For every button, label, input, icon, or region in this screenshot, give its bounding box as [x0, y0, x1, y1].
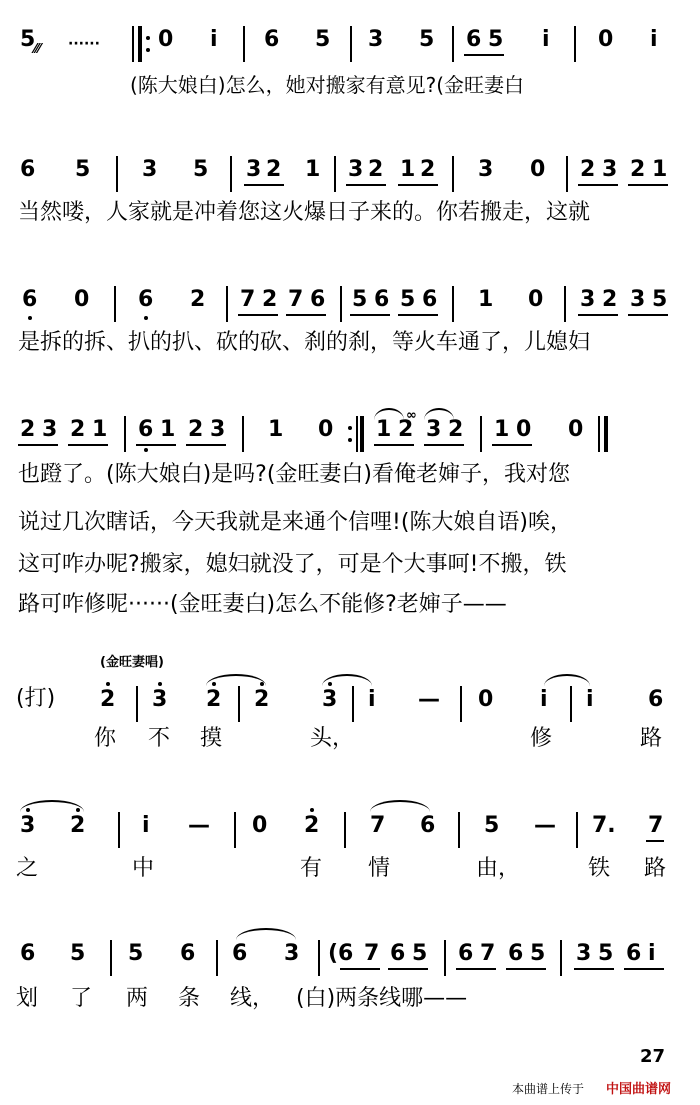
lyric-char: 路 — [640, 726, 663, 751]
lyric-char: 情 — [368, 856, 391, 881]
note: — — [534, 813, 556, 838]
note: 0 — [528, 287, 544, 312]
note: 1 — [494, 417, 510, 442]
lyric-char: 之 — [16, 856, 39, 881]
note: 0 — [252, 813, 268, 838]
lyric-char: 两 — [126, 986, 149, 1011]
barline — [444, 940, 446, 976]
note: 5 — [352, 287, 368, 312]
lyric-char: 有 — [300, 856, 323, 881]
note: 7 — [370, 813, 386, 838]
note: 3 — [580, 287, 596, 312]
underline — [286, 314, 326, 316]
barline — [118, 812, 120, 848]
note: 3 — [20, 813, 36, 838]
note: 3 — [142, 157, 158, 182]
note: 2 — [398, 417, 414, 442]
barline — [604, 416, 608, 452]
note: 2 — [206, 687, 222, 712]
underline — [68, 444, 108, 446]
barline — [230, 156, 232, 192]
note: 2 — [266, 157, 282, 182]
underline — [492, 444, 532, 446]
note: 3 — [368, 27, 384, 52]
note: 7 — [240, 287, 256, 312]
note: 3 — [152, 687, 168, 712]
note: 6 — [374, 287, 390, 312]
slur — [544, 674, 590, 686]
note: 5 — [530, 941, 546, 966]
note: 1 — [652, 157, 668, 182]
note: 6 — [466, 27, 482, 52]
note: 5 — [484, 813, 500, 838]
underline — [244, 184, 284, 186]
note: 7 — [364, 941, 380, 966]
note: 1 — [268, 417, 284, 442]
high-dot — [310, 808, 314, 812]
lyric-char: 铁 — [588, 856, 611, 881]
lyric-char: 了 — [70, 986, 93, 1011]
note: 5 — [419, 27, 435, 52]
barline — [110, 940, 112, 976]
note: 1 — [92, 417, 108, 442]
note: 2 — [448, 417, 464, 442]
lyric-char: 条 — [178, 986, 201, 1011]
prose-line: 这可咋办呢?搬家，媳妇就没了，可是个大事呵!不搬，铁 — [18, 552, 567, 577]
staff-line-4 — [0, 408, 700, 446]
barline — [452, 26, 454, 62]
note: 0 — [530, 157, 546, 182]
note: 3 — [322, 687, 338, 712]
barline — [138, 26, 142, 62]
note: 6 — [310, 287, 326, 312]
staff-line-6 — [0, 812, 700, 842]
note: 6 — [420, 813, 436, 838]
barline — [226, 286, 228, 322]
page-number: 27 — [640, 1046, 666, 1067]
lyric-char: 你 — [94, 726, 117, 751]
note: i — [540, 687, 548, 712]
note: 5 — [598, 941, 614, 966]
repeat-dot — [348, 438, 352, 442]
prose-line: 说过几次瞎话，今天我就是来通个信哩!(陈大娘自语)唉， — [18, 510, 572, 535]
note: 3 — [348, 157, 364, 182]
note: 1 — [478, 287, 494, 312]
barline — [318, 940, 320, 976]
note: 2 — [580, 157, 596, 182]
note: 1 — [400, 157, 416, 182]
note: 2 — [70, 813, 86, 838]
note: 0 — [158, 27, 174, 52]
staff-line-3 — [0, 286, 700, 316]
barline — [566, 156, 568, 192]
note: i — [210, 27, 218, 52]
note: 0 — [74, 287, 90, 312]
high-dot — [76, 808, 80, 812]
lyric-line-1: (陈大娘白)怎么，她对搬家有意见?(金旺妻白 — [130, 73, 525, 97]
underline — [578, 314, 618, 316]
barline — [216, 940, 218, 976]
barline — [344, 812, 346, 848]
fermata-mark: ∞ — [406, 408, 417, 423]
lyric-char: 中 — [132, 856, 155, 881]
underline — [456, 968, 496, 970]
prose-line: 路可咋修呢······(金旺妻白)怎么不能修?老婶子—— — [18, 592, 507, 617]
note: 6 — [508, 941, 524, 966]
note: 7 — [480, 941, 496, 966]
underline — [506, 968, 546, 970]
note: 3 — [426, 417, 442, 442]
note: 6 — [458, 941, 474, 966]
note: 2 — [254, 687, 270, 712]
note: 6 — [20, 941, 36, 966]
barline — [570, 686, 572, 722]
barline — [352, 686, 354, 722]
lyric-char: 头， — [310, 726, 355, 751]
note: 2 — [20, 417, 36, 442]
staff-line-2 — [0, 156, 700, 186]
barline — [114, 286, 116, 322]
note: 7 — [288, 287, 304, 312]
underline — [398, 314, 438, 316]
underline — [388, 968, 428, 970]
barline — [124, 416, 126, 452]
barline — [136, 686, 138, 722]
repeat-dot — [348, 426, 352, 430]
barline — [458, 812, 460, 848]
note: 3 — [630, 287, 646, 312]
note: (6 — [328, 941, 354, 966]
lyric-char: 划 — [16, 986, 39, 1011]
note: i — [648, 941, 656, 966]
tremolo-mark: ⁄⁄⁄ — [34, 42, 41, 57]
barline — [452, 156, 454, 192]
lead-label: (打) — [16, 686, 56, 711]
underline — [578, 184, 618, 186]
note: 7 — [648, 813, 664, 838]
note: 2 — [368, 157, 384, 182]
note: 0 — [516, 417, 532, 442]
repeat-dot — [146, 36, 150, 40]
note: 3 — [478, 157, 494, 182]
note: i — [586, 687, 594, 712]
note: 7. — [592, 813, 616, 838]
note: — — [418, 687, 440, 712]
note: 3 — [246, 157, 262, 182]
lyric-line-4: 也蹬了。(陈大娘白)是吗?(金旺妻白)看俺老婶子，我对您 — [18, 462, 571, 487]
barline — [340, 286, 342, 322]
note: 5 — [652, 287, 668, 312]
staff-line-5 — [0, 686, 700, 716]
lyric-char: 摸 — [200, 726, 223, 751]
low-dot — [144, 316, 148, 320]
underline — [398, 184, 438, 186]
note: 5 — [488, 27, 504, 52]
note: 6 — [422, 287, 438, 312]
note: ······ — [68, 36, 100, 52]
barline — [132, 26, 134, 62]
low-dot — [144, 448, 148, 452]
note: 2 — [262, 287, 278, 312]
staff-line-1 — [0, 26, 700, 56]
note: 5 — [412, 941, 428, 966]
low-dot — [28, 316, 32, 320]
barline — [564, 286, 566, 322]
high-dot — [260, 682, 264, 686]
high-dot — [158, 682, 162, 686]
underline — [186, 444, 226, 446]
underline — [646, 840, 664, 842]
note: 6 — [232, 941, 248, 966]
barline — [350, 26, 352, 62]
note: 2 — [188, 417, 204, 442]
barline — [360, 416, 364, 452]
lyric-char: 修 — [530, 726, 553, 751]
note: 1 — [376, 417, 392, 442]
note: 5 — [193, 157, 209, 182]
note: 5 — [20, 27, 36, 52]
underline — [238, 314, 278, 316]
note: 5 — [315, 27, 331, 52]
underline — [424, 444, 464, 446]
barline — [560, 940, 562, 976]
note: — — [188, 813, 210, 838]
note: 3 — [602, 157, 618, 182]
barline — [452, 286, 454, 322]
barline — [460, 686, 462, 722]
repeat-dot — [146, 48, 150, 52]
footer-text: 本曲谱上传于 — [512, 1082, 585, 1096]
barline — [242, 416, 244, 452]
barline — [356, 416, 358, 452]
note: 5 — [400, 287, 416, 312]
note: 0 — [318, 417, 334, 442]
underline — [628, 314, 668, 316]
note: i — [368, 687, 376, 712]
note: 5 — [70, 941, 86, 966]
note: 5 — [75, 157, 91, 182]
note: i — [650, 27, 658, 52]
note: 6 — [390, 941, 406, 966]
lyric-char: 由， — [476, 856, 521, 881]
underline — [464, 54, 504, 56]
note: 1 — [305, 157, 321, 182]
note: 0 — [478, 687, 494, 712]
lyric-char: 不 — [148, 726, 171, 751]
footer-logo: 中国曲谱网 — [606, 1082, 672, 1097]
lyric-line-3: 是拆的拆、扒的扒、砍的砍、刹的刹，等火车通了，儿媳妇 — [18, 330, 591, 355]
note: 2 — [70, 417, 86, 442]
lyric-char: 路 — [644, 856, 667, 881]
note: 6 — [22, 287, 38, 312]
barline — [576, 812, 578, 848]
note: 6 — [626, 941, 642, 966]
barline — [238, 686, 240, 722]
underline — [18, 444, 58, 446]
underline — [346, 184, 386, 186]
note: 6 — [20, 157, 36, 182]
note: 0 — [598, 27, 614, 52]
note: 6 — [264, 27, 280, 52]
underline — [574, 968, 614, 970]
note: 3 — [284, 941, 300, 966]
note: 0 — [568, 417, 584, 442]
note: 2 — [630, 157, 646, 182]
slur — [236, 928, 296, 940]
note: 1 — [160, 417, 176, 442]
note: 3 — [42, 417, 58, 442]
singer-label: (金旺妻唱) — [100, 655, 164, 670]
barline — [574, 26, 576, 62]
note: 6 — [138, 417, 154, 442]
barline — [480, 416, 482, 452]
barline — [598, 416, 600, 452]
barline — [243, 26, 245, 62]
note: 6 — [648, 687, 664, 712]
barline — [234, 812, 236, 848]
note: 5 — [128, 941, 144, 966]
lyric-char: 线， — [230, 986, 275, 1011]
note: 2 — [190, 287, 206, 312]
note: 2 — [304, 813, 320, 838]
staff-line-7 — [0, 940, 700, 970]
underline — [340, 968, 380, 970]
underline — [350, 314, 390, 316]
barline — [116, 156, 118, 192]
underline — [628, 184, 668, 186]
high-dot — [106, 682, 110, 686]
slur — [370, 800, 430, 812]
underline — [136, 444, 176, 446]
note: 3 — [576, 941, 592, 966]
note: i — [142, 813, 150, 838]
high-dot — [328, 682, 332, 686]
note: 6 — [138, 287, 154, 312]
note: 3 — [210, 417, 226, 442]
note: 2 — [100, 687, 116, 712]
note: 6 — [180, 941, 196, 966]
note: 2 — [602, 287, 618, 312]
note: 2 — [420, 157, 436, 182]
lyric-line-2: 当然喽，人家就是冲着您这火爆日子来的。你若搬走，这就 — [18, 200, 591, 225]
underline — [624, 968, 664, 970]
high-dot — [212, 682, 216, 686]
barline — [334, 156, 336, 192]
underline — [374, 444, 414, 446]
high-dot — [26, 808, 30, 812]
note: i — [542, 27, 550, 52]
lyric-char: (白)两条线哪—— — [296, 986, 468, 1011]
